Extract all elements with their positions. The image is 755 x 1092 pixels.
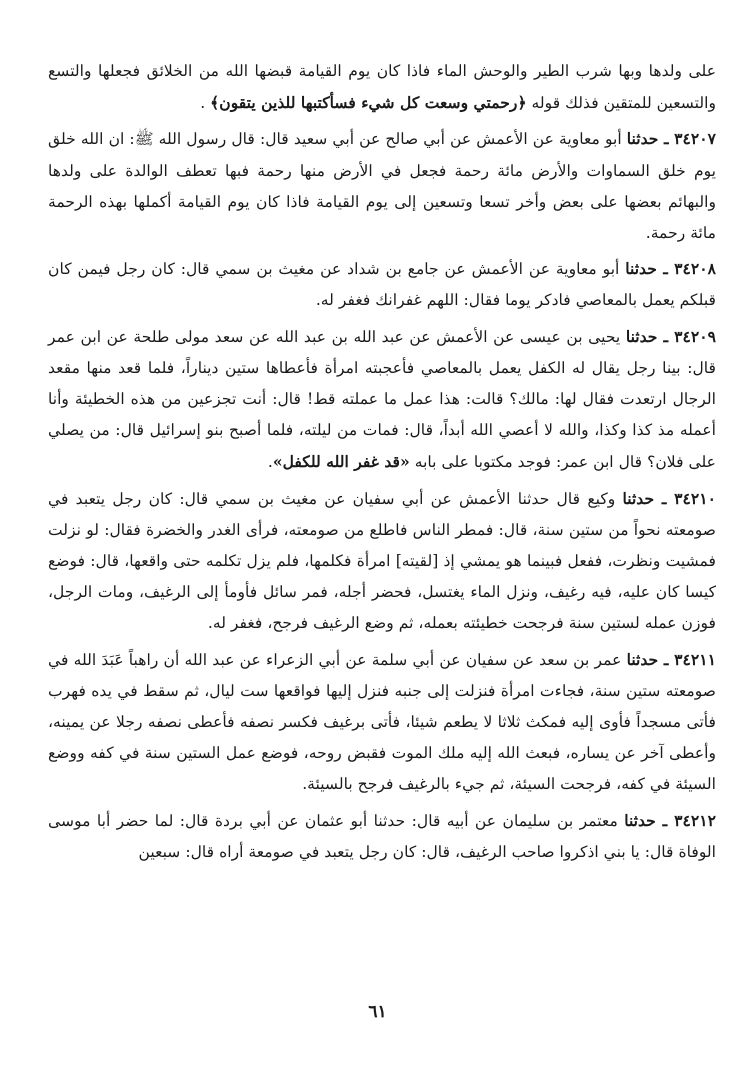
hadith-34211 bbox=[48, 644, 716, 801]
hadith-number: ٣٤٢١٢ ـ حدثنا bbox=[624, 810, 716, 830]
quran-quote: ﴿رحمتي وسعت كل شيء فسأكتبها للذين يتقون﴾ bbox=[210, 93, 527, 113]
hadith-text: وكيع قال حدثنا الأعمش عن أبي سفيان عن مغيث بن سمي قال: كان رجل يتعبد في صومعته نحواً من ستين سنة، قال: فمطر الناس فاطلع من صومعته، فرأى الغدر والخضرة فقال: لو نزلت فمشيت ونظرت، ففعل فبينما هو يمشي إذ [لقيته] امرأة فكلمها، فلم يزل تكلمه حتى واقعها، قال: فوضع كيسا كان عليه، فيه رغيف، ونزل الماء يغتسل، فحضر أجله، فمر سائل فأومأ إلى الرغيف، ومات الرجل، فوزن عمله لستين سنة فرجحت خطيئته بعمله، ثم وضع الرغيف فرجح، فغفر له. bbox=[48, 489, 716, 633]
hadith-number: ٣٤٢١١ ـ حدثنا bbox=[626, 649, 716, 669]
hadith-34209 bbox=[48, 321, 716, 479]
hadith-text: عمر بن سعد عن سفيان عن أبي سلمة عن أبي الزعراء عن عبد الله أن راهباً عَبَدَ الله في صومعته ستين سنة، فجاءت امرأة فنزلت إلى جنبه فنزل إليها فواقعها ست ليال، ثم سقط في يده فهرب فأتى مسجداً فأوى إليه فمكث ثلاثا لا يطعم شيئا، فأتى برغيف فكسر نصفه فأعطى نصفه رجلا عن يمينه، وأعطى آخر عن يساره، فبعث الله إليه ملك الموت فقبض روحه، فوضع عمل الستين سنة في كفه ووضع السيئة في كفه، فرجحت السيئة، ثم جيء بالرغيف فرجح بالسيئة. bbox=[48, 650, 716, 794]
document-page bbox=[48, 56, 716, 1056]
paragraph-tail: . bbox=[267, 453, 273, 472]
hadith-quote: «قد غفر الله للكفل» bbox=[272, 452, 410, 472]
hadith-text: أبو معاوية عن الأعمش عن أبي صالح عن أبي سعيد قال: قال رسول الله ﷺ: ان الله خلق يوم خلق السماوات والأرض مائة رحمة فجعل في الأرض منها رحمة فبها تعطف الوالدة على ولدها والبهائم بعضها على بعض وأخر تسعا وتسعين إلى يوم القيامة فاذا كان يوم القيامة أكملها بهذه الرحمة مائة رحمة. bbox=[48, 130, 716, 243]
hadith-34208 bbox=[48, 253, 716, 316]
paragraph-tail: . bbox=[200, 94, 211, 113]
hadith-number: ٣٤٢٠٩ ـ حدثنا bbox=[625, 326, 716, 346]
hadith-text: أبو معاوية عن الأعمش عن جامع بن شداد عن مغيث بن سمي قال: كان رجل فيمن كان قبلكم يعمل بالمعاصي فادكر يوما فقال: اللهم غفرانك فغفر له. bbox=[48, 260, 716, 310]
paragraph-text: على ولدها وبها شرب الطير والوحش الماء فاذا كان يوم القيامة قبضها الله من الخلائق فجعلها والتسع والتسعين للمتقين فذلك قوله bbox=[48, 62, 716, 113]
hadith-number: ٣٤٢١٠ ـ حدثنا bbox=[622, 488, 716, 508]
page-number: ٦١ bbox=[368, 1002, 387, 1022]
hadith-34207 bbox=[48, 123, 716, 249]
hadith-text: معتمر بن سليمان عن أبيه قال: حدثنا أبو عثمان عن أبي بردة قال: لما حضر أبا موسى الوفاة قال: يا بني اذكروا صاحب الرغيف، قال: كان رجل يتعبد في صومعة أراه قال: سبعين bbox=[48, 811, 716, 861]
hadith-34210 bbox=[48, 483, 716, 640]
hadith-34212 bbox=[48, 805, 716, 868]
hadith-text: يحيى بن عيسى عن الأعمش عن عبد الله بن عبد الله عن سعد مولى طلحة عن ابن عمر قال: بينا رجل يقال له الكفل يعمل بالمعاصي فأعجبته امرأة فأعطاها ستين ديناراً، فلما قعد منها مقعد الرجال ارتعدت فقال لها: مالك؟ قالت: هذا عمل ما عملته قط! قال: أنت تجزعين من هذه الخطيئة وأنا أعمله مذ كذا وكذا، والله لا أعصي الله أبداً، قال: فمات من ليلته، فلما أصبح بنو إسرائيل قال: من يصلي على فلان؟ قال ابن عمر: فوجد مكتوبا على بابه bbox=[48, 327, 716, 472]
hadith-number: ٣٤٢٠٧ ـ حدثنا bbox=[626, 129, 716, 149]
hadith-number: ٣٤٢٠٨ ـ حدثنا bbox=[625, 259, 716, 279]
paragraph-continuation bbox=[48, 56, 716, 119]
